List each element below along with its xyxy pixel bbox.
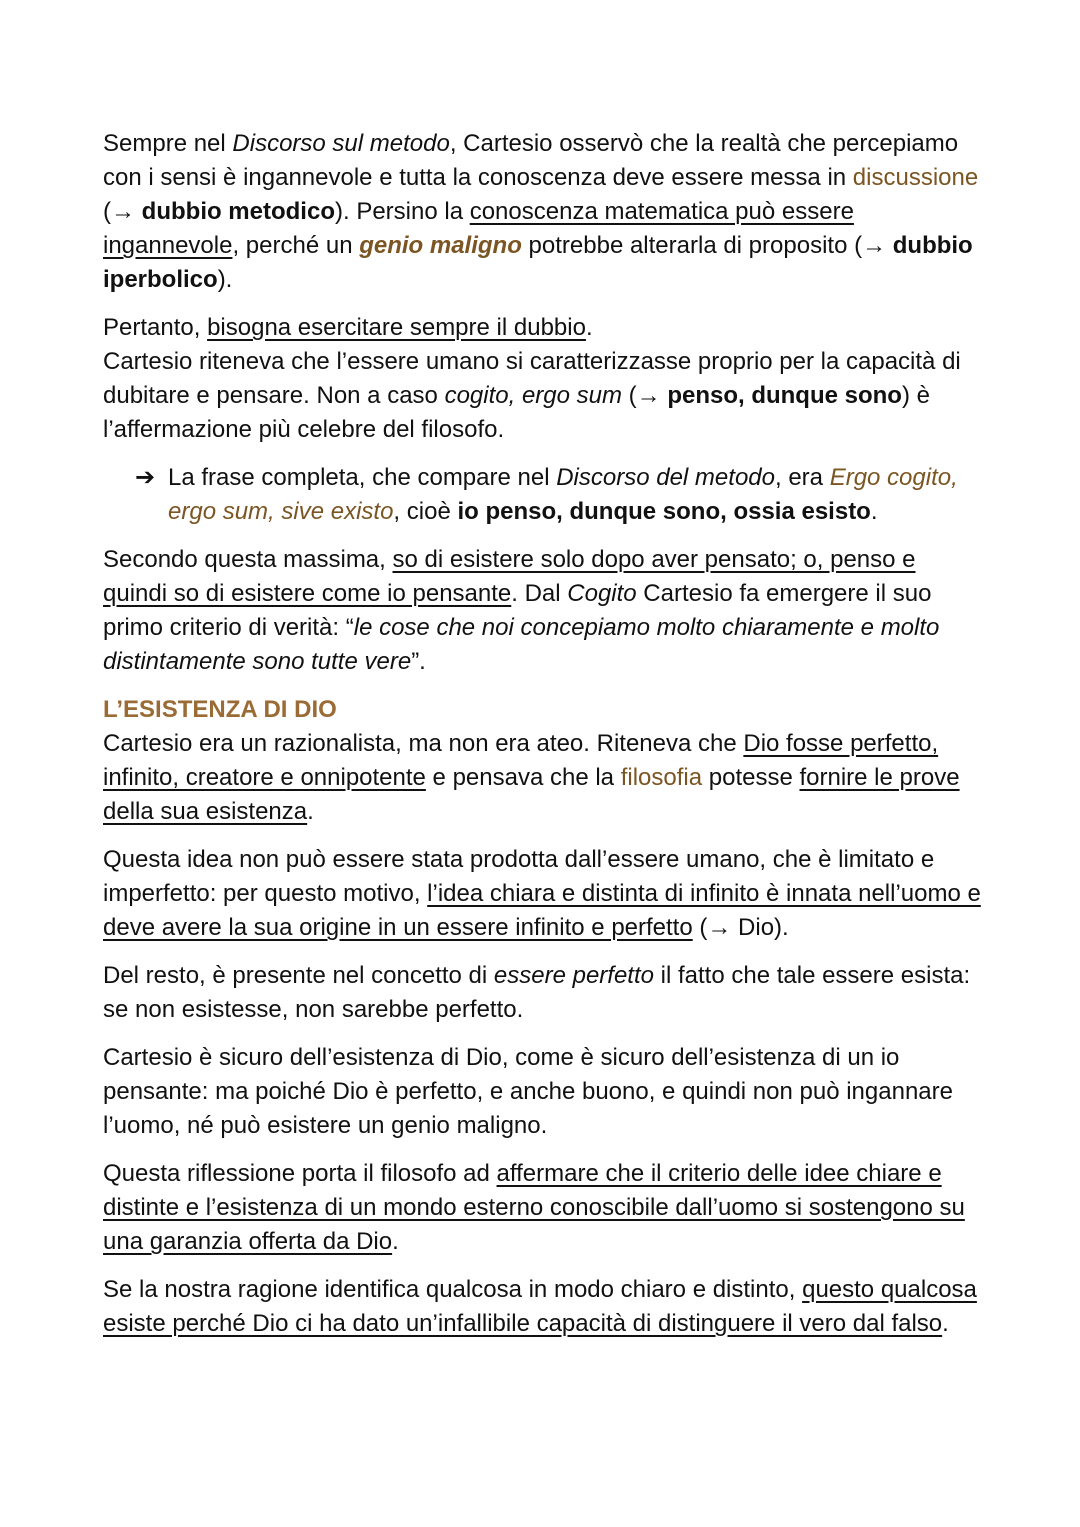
paragraph-pertanto: Pertanto, bisogna esercitare sempre il dubbio.	[103, 314, 593, 341]
arrow-bullet-icon: ➔	[135, 464, 156, 491]
paragraph-cogito: Cartesio riteneva che l’essere umano si caratterizzasse proprio per la capacità di dubitare e pensare. Non a caso cogito, ergo sum (→ penso, dunque sono) è l’affermazione più celebre del filosofo.	[103, 348, 961, 443]
paragraph-massima: Secondo questa massima, so di esistere solo dopo aver pensato; o, penso e quindi so di esistere come io pensante. Dal Cogito Cartesio fa emergere il suo primo criterio di verità: “le cose che noi concepiamo molto chiaramente e molto distintamente sono tutte vere”.	[103, 546, 940, 675]
bullet-frase-completa: ➔ La frase completa, che compare nel Discorso del metodo, era Ergo cogito, ergo sum, sive existo, cioè io penso, dunque sono, ossia esisto.	[103, 461, 983, 529]
document-body	[103, 127, 983, 1355]
paragraph-sicuro: Cartesio è sicuro dell’esistenza di Dio, come è sicuro dell’esistenza di un io pensante: ma poiché Dio è perfetto, e anche buono, e quindi non può ingannare l’uomo, né può esistere un genio maligno.	[103, 1044, 953, 1139]
section-heading: L’ESISTENZA DI DIO	[103, 696, 337, 723]
paragraph-essere-perfetto: Del resto, è presente nel concetto di essere perfetto il fatto che tale essere esista: se non esistesse, non sarebbe perfetto.	[103, 962, 971, 1023]
paragraph-ragione: Se la nostra ragione identifica qualcosa in modo chiaro e distinto, questo qualcosa esiste perché Dio ci ha dato un’infallibile capacità di distinguere il vero dal falso.	[103, 1276, 977, 1337]
paragraph-dubbio: Sempre nel Discorso sul metodo, Cartesio osservò che la realtà che percepiamo con i sensi è ingannevole e tutta la conoscenza deve essere messa in discussione (→ dubbio metodico). Persino la conoscenza matematica può essere ingannevole, perché un genio maligno potrebbe alterarla di proposito (→ dubbio iperbolico).	[103, 130, 979, 293]
paragraph-idea-infinito: Questa idea non può essere stata prodotta dall’essere umano, che è limitato e imperfetto: per questo motivo, l’idea chiara e distinta di infinito è innata nell’uomo e deve avere la sua origine in un essere infinito e perfetto (→ Dio).	[103, 846, 981, 941]
paragraph-razionalista: Cartesio era un razionalista, ma non era ateo. Riteneva che Dio fosse perfetto, infinito, creatore e onnipotente e pensava che la filosofia potesse fornire le prove della sua esistenza.	[103, 730, 960, 825]
paragraph-riflessione: Questa riflessione porta il filosofo ad affermare che il criterio delle idee chiare e distinte e l’esistenza di un mondo esterno conoscibile dall’uomo si sostengono su una garanzia offerta da Dio.	[103, 1160, 965, 1255]
